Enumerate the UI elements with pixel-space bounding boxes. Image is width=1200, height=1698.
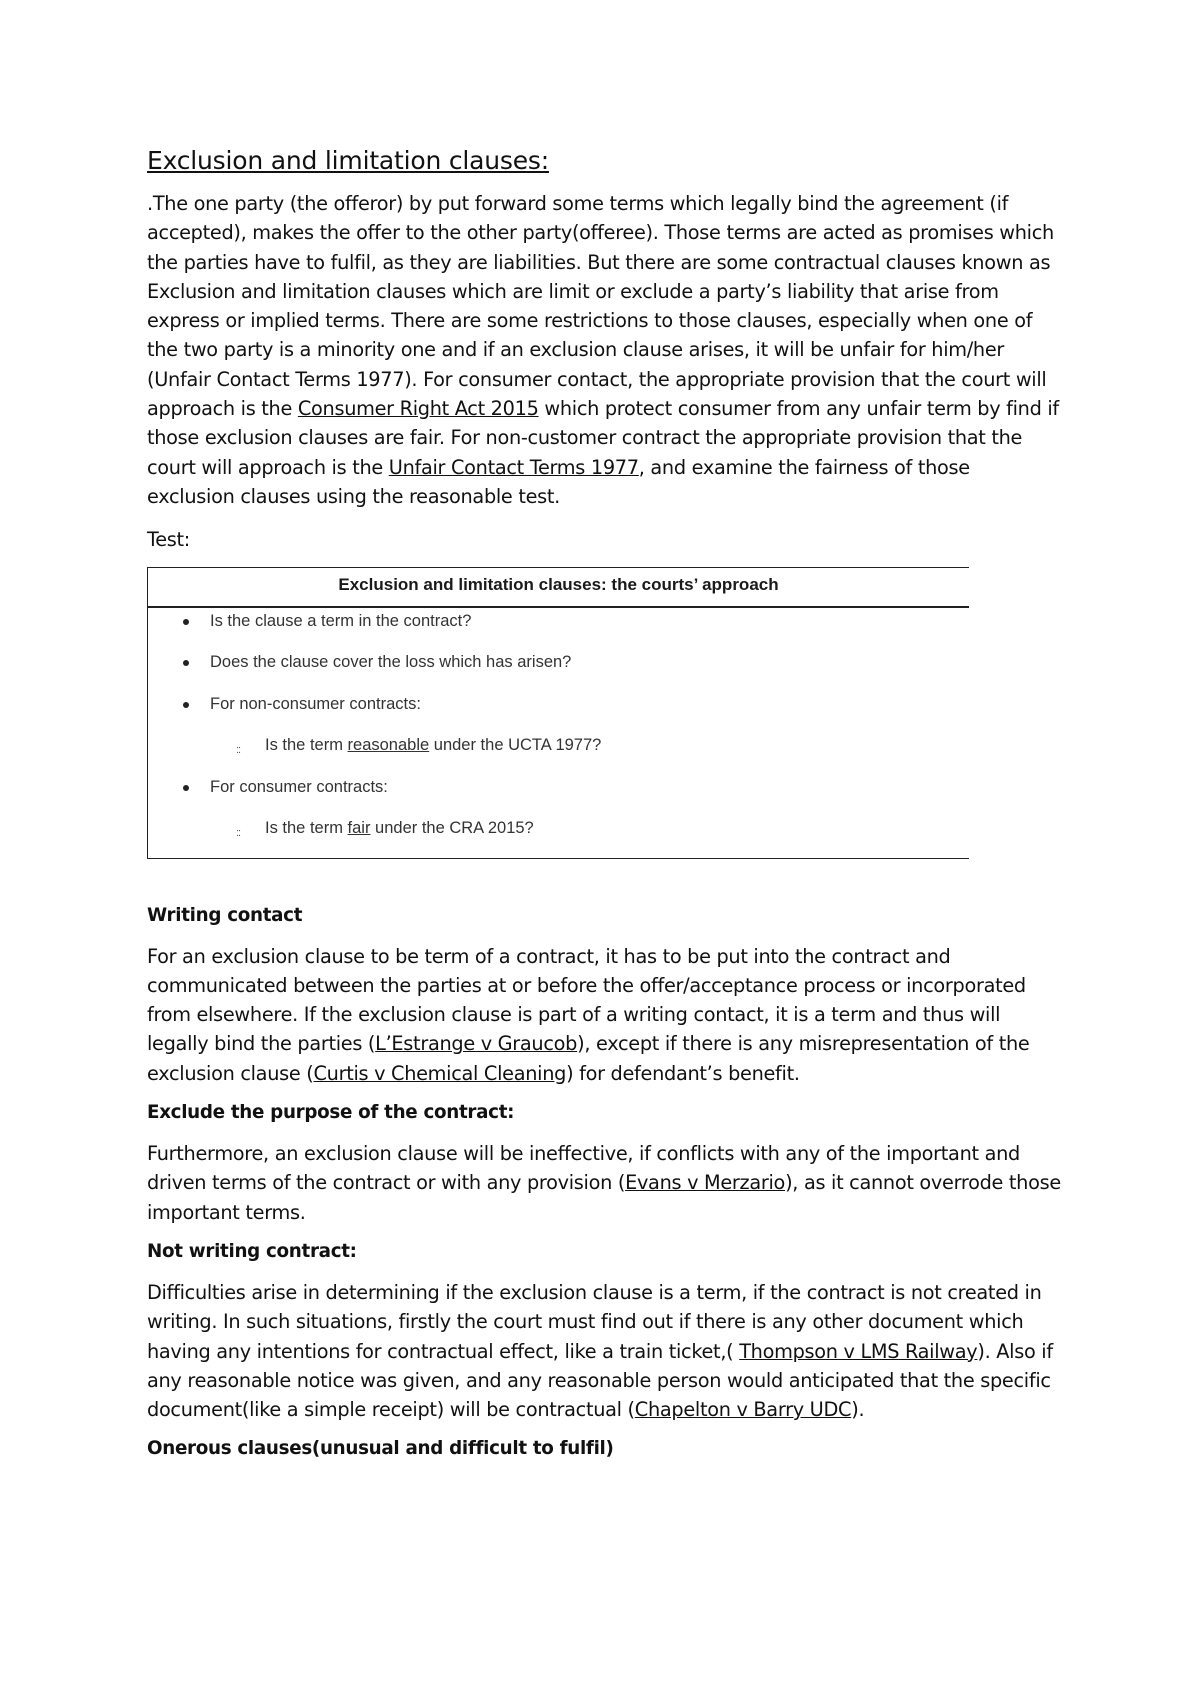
question-text: For consumer contracts: (210, 777, 388, 796)
writing-contact-paragraph (147, 942, 1062, 1088)
onerous-clauses-heading: Onerous clauses(unusual and difficult to fulfil) (147, 1438, 614, 1460)
intro-paragraph (147, 189, 1062, 511)
list-item (148, 610, 969, 652)
sub-bullet-icon: :: (236, 827, 241, 840)
paragraph-text: ), except if there is any misrepresentation of the exclusion clause ( (147, 1032, 1030, 1085)
question-text: Is the clause a term in the contract? (210, 611, 472, 630)
consumer-right-act-reference: Consumer Right Act 2015 (297, 397, 539, 421)
question-text: For non-consumer contracts: (210, 694, 421, 713)
not-writing-contract-paragraph (147, 1278, 1062, 1424)
exclude-purpose-paragraph (147, 1139, 1062, 1227)
question-underlined-word: reasonable (347, 736, 430, 755)
bullet-icon (183, 702, 189, 708)
exclude-purpose-heading: Exclude the purpose of the contract: (147, 1102, 515, 1124)
question-text: under the UCTA 1977? (429, 736, 602, 755)
bullet-icon (183, 619, 189, 625)
paragraph-text: ) for defendant’s benefit. (566, 1061, 800, 1085)
paragraph-text: Difficulties arise in determining if the exclusion clause is a term, if the contract is not created in writing. In such situations, firstly the court must find out if there is any other document which having any intentions for contractual effect, like a train ticket,( (147, 1280, 1042, 1363)
case-reference: L’Estrange v Graucob (375, 1032, 578, 1056)
courts-approach-table (147, 567, 969, 859)
list-item (148, 651, 969, 693)
question-text: Does the clause cover the loss which has arisen? (210, 653, 572, 672)
intro-text-3: , and examine the fairness of those exclusion clauses using the reasonable test. (147, 455, 970, 508)
intro-text-2: which protect consumer from any unfair term by find if those exclusion clauses are fair. For non-customer contract the appropriate provision that the court will approach is the (147, 397, 1059, 479)
paragraph-text: ), as it cannot overrode those important terms. (147, 1171, 1061, 1224)
intro-text-1: .The one party (the offeror) by put forward some terms which legally bind the agreement (if accepted), makes the offer to the other party(offeree). Those terms are acted as promises which the parties have to fulfil, as they are liabilities. But there are some contractual clauses known as Exclusion and limitation clauses which are limit or exclude a party’s liability that arise from express or implied terms. There are some restrictions to those clauses, especially when one of the two party is a minority one and if an exclusion clause arises, it will be unfair for him/her (Unfair Contact Terms 1977). For consumer contact, the appropriate provision that the court will approach is the (147, 192, 1054, 421)
list-item (148, 817, 969, 859)
question-text: Is the term (265, 736, 348, 755)
unfair-contact-terms-reference: Unfair Contact Terms 1977 (388, 455, 639, 479)
bullet-icon (183, 660, 189, 666)
case-reference: Chapelton v Barry UDC (634, 1398, 852, 1422)
test-label: Test: (147, 528, 190, 552)
list-item (148, 693, 969, 735)
document-body (147, 146, 1062, 1475)
question-text: Is the term (265, 819, 348, 838)
case-reference: Thompson v LMS Railway (739, 1339, 978, 1363)
sub-bullet-icon: :: (236, 744, 241, 757)
case-reference: Curtis v Chemical Cleaning (313, 1061, 567, 1085)
paragraph-text: ). (851, 1398, 865, 1422)
document-title: Exclusion and limitation clauses: (147, 146, 549, 175)
list-item (148, 776, 969, 818)
table-question-list (148, 610, 969, 859)
paragraph-text: ). Also if any reasonable notice was given, and any reasonable person would anticipated that the specific document(like a simple receipt) will be contractual ( (147, 1339, 1053, 1422)
table-title: Exclusion and limitation clauses: the courts’ approach (148, 568, 969, 608)
case-reference: Evans v Merzario (625, 1171, 786, 1195)
bullet-icon (183, 785, 189, 791)
not-writing-contract-heading: Not writing contract: (147, 1240, 357, 1262)
list-item (148, 734, 969, 776)
question-text: under the CRA 2015? (370, 819, 534, 838)
paragraph-text: Furthermore, an exclusion clause will be ineffective, if conflicts with any of the important and driven terms of the contract or with any provision ( (147, 1142, 1020, 1195)
paragraph-text: For an exclusion clause to be term of a contract, it has to be put into the contract and communicated between the parties at or before the offer/acceptance process or incorporated from elsewhere. If the exclusion clause is part of a writing contact, it is a term and thus will legally bind the parties ( (147, 944, 1026, 1056)
question-underlined-word: fair (347, 819, 371, 838)
writing-contact-heading: Writing contact (147, 904, 303, 926)
